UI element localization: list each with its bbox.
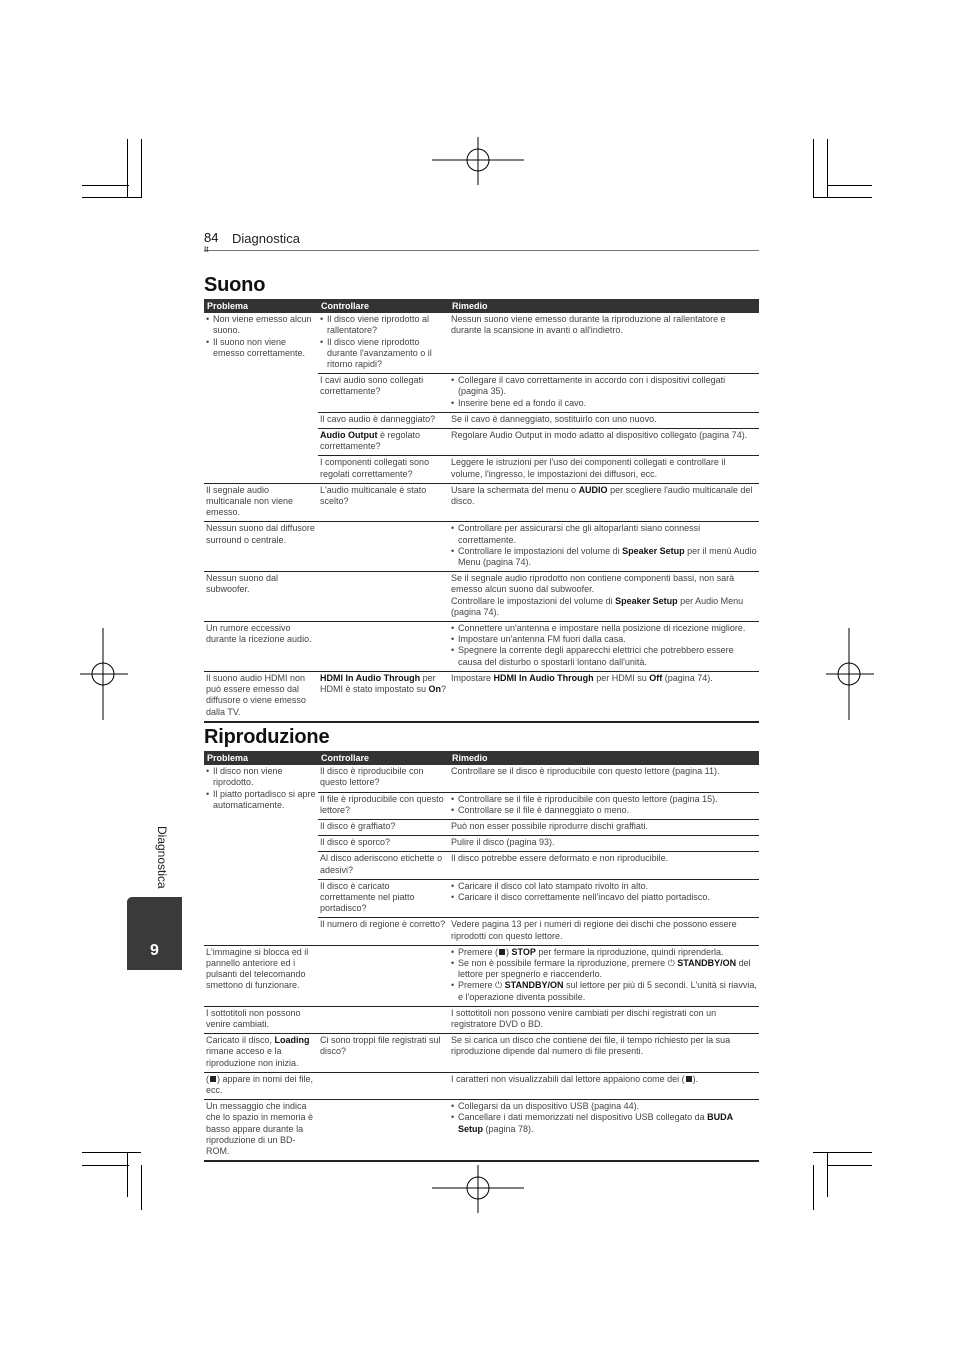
problem-cell: • Il disco non viene riprodotto. • Il piatto portadisco si apre automaticamente. — [204, 765, 318, 945]
column-header: Controllare — [318, 751, 449, 765]
remedy-cell: Vedere pagina 13 per i numeri di regione dei dischi che possono essere riprodotti con questo lettore. — [449, 918, 759, 945]
problem-cell: Il segnale audio multicanale non viene emesso. — [204, 483, 318, 522]
check-cell — [318, 945, 449, 1006]
remedy-cell: • Connettere un'antenna e impostare nella posizione di ricezione migliore. • Impostare un'antenna FM fuori dalla casa. • Spegnere la corrente degli apparecchi elettrici che potrebbero essere causa del disturbo o spostarli lontano dall'unità. — [449, 622, 759, 672]
crop-mark — [827, 1152, 828, 1197]
check-cell: Audio Output è regolato correttamente? — [318, 429, 449, 456]
check-cell: Il numero di regione è corretto? — [318, 918, 449, 945]
check-cell: Al disco aderiscono etichette o adesivi? — [318, 852, 449, 879]
column-header: Problema — [204, 751, 318, 765]
section-title-suono: Suono — [204, 274, 266, 296]
column-header: Problema — [204, 299, 318, 313]
table-header-row — [204, 299, 759, 313]
crop-mark — [82, 185, 129, 186]
stop-icon — [499, 949, 505, 955]
square-glyph-icon — [686, 1076, 692, 1082]
problem-cell: Nessun suono dal diffusore surround o centrale. — [204, 522, 318, 572]
remedy-cell: Controllare se il disco è riproducibile con questo lettore (pagina 11). — [449, 765, 759, 792]
table-row — [204, 671, 759, 721]
table-row — [204, 1034, 759, 1073]
problem-cell: • Non viene emesso alcun suono. • Il suono non viene emesso correttamente. — [204, 313, 318, 483]
registration-mark-icon — [432, 137, 524, 185]
page-number: 84 — [204, 230, 219, 245]
crop-mark — [82, 1152, 141, 1153]
crop-mark — [813, 197, 872, 198]
registration-mark-icon — [432, 1165, 524, 1213]
riproduzione-table — [204, 751, 759, 1162]
check-cell: Il file è riproducibile con questo lettore? — [318, 792, 449, 819]
table-row — [204, 622, 759, 672]
remedy-cell: • Premere ( ) STOP per fermare la riproduzione, quindi riprenderla. • Se non è possibile fermare la riproduzione, premere ⏻ STANDBY/ON del lettore per spegnerlo e riaccenderlo. • Premere ⏻ STANDBY/ON sul lettore per più di 5 secondi. L'unità si riavvia, e l'operazione diventa possibile. — [449, 945, 759, 1006]
table-row — [204, 483, 759, 522]
crop-mark — [827, 1165, 872, 1166]
remedy-cell: • Caricare il disco col lato stampato rivolto in alto. • Caricare il disco correttamente nell'incavo del piatto portadisco. — [449, 879, 759, 918]
problem-cell: Un messaggio che indica che lo spazio in memoria è basso appare durante la riproduzione di un BD-ROM. — [206, 1101, 314, 1157]
check-cell: I cavi audio sono collegati correttamente? — [318, 374, 449, 413]
check-cell: Il disco è caricato correttamente nel piatto portadisco? — [318, 879, 449, 918]
check-cell — [318, 522, 449, 572]
check-cell: L'audio multicanale è stato scelto? — [318, 483, 449, 522]
remedy-cell: Se il cavo è danneggiato, sostituirlo con uno nuovo. — [449, 412, 759, 428]
crop-mark — [82, 1165, 129, 1166]
remedy-cell: Usare la schermata del menu o AUDIO per scegliere l'audio multicanale del disco. — [449, 483, 759, 522]
problem-cell: I sottotitoli non possono venire cambiati. — [204, 1006, 318, 1033]
table-header-row — [204, 751, 759, 765]
crop-mark — [813, 139, 814, 198]
problem-cell: Un rumore eccessivo durante la ricezione audio. — [204, 622, 318, 672]
problem-cell: L'immagine si blocca ed il pannello anteriore ed i pulsanti del telecomando smettono di funzionare. — [204, 945, 318, 1006]
registration-mark-icon — [80, 628, 128, 720]
remedy-cell: Pulire il disco (pagina 93). — [449, 836, 759, 852]
check-cell: I componenti collegati sono regolati correttamente? — [318, 456, 449, 483]
table-row — [204, 1072, 759, 1099]
remedy-cell: Può non esser possibile riprodurre dischi graffiati. — [449, 820, 759, 836]
remedy-cell: Il disco potrebbe essere deformato e non riproducibile. — [449, 852, 759, 879]
check-cell: Il disco è graffiato? — [318, 820, 449, 836]
crop-mark — [827, 185, 872, 186]
remedy-cell: Regolare Audio Output in modo adatto al dispositivo collegato (pagina 74). — [449, 429, 759, 456]
column-header: Rimedio — [449, 751, 759, 765]
column-header: Controllare — [318, 299, 449, 313]
check-cell: Il disco è sporco? — [318, 836, 449, 852]
remedy-cell: Se il segnale audio riprodotto non contiene componenti bassi, non sarà emesso alcun suono dal subwoofer. Controllare le impostazioni del volume di Speaker Setup per Audio Menu (pagina 74). — [449, 572, 759, 622]
crop-mark — [127, 1152, 128, 1197]
suono-table — [204, 299, 759, 723]
language-code: It — [204, 245, 209, 254]
remedy-cell: • Controllare se il file è riproducibile con questo lettore (pagina 15). • Controllare se il file è danneggiato o meno. — [449, 792, 759, 819]
crop-mark — [813, 1152, 872, 1153]
page-header — [204, 230, 759, 254]
crop-mark — [82, 197, 141, 198]
remedy-cell: Se si carica un disco che contiene dei file, il tempo richiesto per la sua riproduzione dipende dal numero di file presenti. — [449, 1034, 759, 1073]
table-row — [204, 945, 759, 1006]
table-row — [204, 1006, 759, 1033]
side-chapter-label: Diagnostica — [155, 826, 169, 889]
check-cell: Il cavo audio è danneggiato? — [318, 412, 449, 428]
crop-mark — [827, 139, 828, 198]
crop-mark — [141, 139, 142, 198]
crop-mark — [813, 1165, 814, 1210]
remedy-cell: I caratteri non visualizzabili dal lettore appaiono come dei ( ). — [449, 1072, 759, 1099]
chapter-title: Diagnostica — [232, 231, 300, 246]
check-cell — [318, 1100, 449, 1162]
check-cell: • Il disco viene riprodotto al rallentatore? • Il disco viene riprodotto durante l'avanzamento o il ritorno rapidi? — [318, 313, 449, 374]
remedy-cell: • Collegarsi da un dispositivo USB (pagina 44). • Cancellare i dati memorizzati nel dispositivo USB collegato da BUDA Setup (pagina 78). — [449, 1100, 759, 1162]
table-row — [204, 765, 759, 792]
problem-cell: Caricato il disco, Loading rimane acceso e la riproduzione non inizia. — [204, 1034, 318, 1073]
check-cell: HDMI In Audio Through per HDMI è stato impostato su On? — [320, 672, 447, 695]
chapter-tab-number: 9 — [150, 942, 159, 959]
table-row — [204, 1100, 759, 1162]
column-header: Rimedio — [449, 299, 759, 313]
check-cell: Il disco è riproducibile con questo lettore? — [318, 765, 449, 792]
chapter-tab — [127, 897, 182, 970]
remedy-cell: Leggere le istruzioni per l'uso dei componenti collegati e controllare il volume, l'ingresso, le impostazioni dei diffusori, ecc. — [449, 456, 759, 483]
table-row — [204, 522, 759, 572]
power-icon: ⏻ — [667, 958, 675, 969]
remedy-cell: • Controllare per assicurarsi che gli altoparlanti siano connessi correttamente. • Controllare le impostazioni del volume di Speaker Setup per il menù Audio Menu (pagina 74). — [449, 522, 759, 572]
table-row — [204, 313, 759, 374]
section-title-riproduzione: Riproduzione — [204, 726, 330, 748]
crop-mark — [127, 139, 128, 198]
remedy-cell: I sottotitoli non possono venire cambiati per dischi registrati con un registratore DVD o BD. — [449, 1006, 759, 1033]
table-row — [204, 572, 759, 622]
square-glyph-icon — [210, 1076, 216, 1082]
crop-mark — [141, 1165, 142, 1210]
remedy-cell: Impostare HDMI In Audio Through per HDMI su Off (pagina 74). — [451, 672, 713, 683]
check-cell — [318, 1006, 449, 1033]
check-cell — [318, 622, 449, 672]
check-cell — [318, 1072, 449, 1099]
problem-cell: Il suono audio HDMI non può essere emesso dal diffusore o viene emesso dalla TV. — [206, 672, 306, 717]
remedy-cell: Nessun suono viene emesso durante la riproduzione al rallentatore e durante la scansione in avanti o all'indietro. — [449, 313, 759, 374]
problem-cell: ( ) appare in nomi dei file, ecc. — [204, 1072, 318, 1099]
registration-mark-icon — [826, 628, 874, 720]
check-cell — [318, 572, 449, 622]
remedy-cell: • Collegare il cavo correttamente in accordo con i dispositivi collegati (pagina 35). • Inserire bene ed a fondo il cavo. — [449, 374, 759, 413]
power-icon: ⏻ — [495, 980, 503, 991]
check-cell: Ci sono troppi file registrati sul disco? — [318, 1034, 449, 1073]
problem-cell: Nessun suono dal subwoofer. — [204, 572, 318, 622]
